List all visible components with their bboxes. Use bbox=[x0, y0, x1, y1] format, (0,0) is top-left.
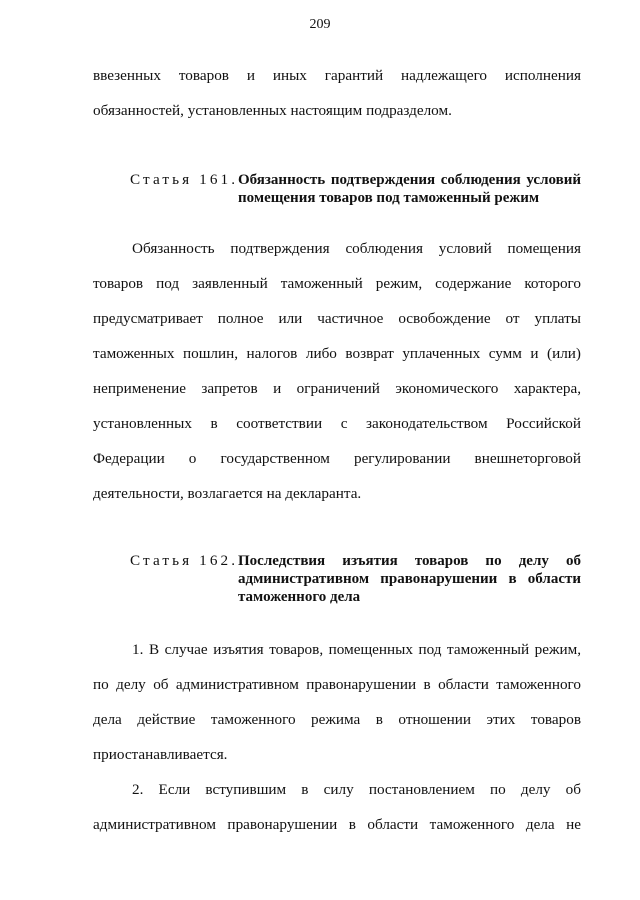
intro-line-2: обязанностей, установленных настоящим подразделом. bbox=[93, 102, 452, 119]
article-161-text-line-7: Федерации о государственном регулировании внешнеторговой bbox=[93, 450, 581, 467]
article-161-title-line-1: Обязанность подтверждения соблюдения условий bbox=[238, 172, 581, 188]
article-161-text-line-4: таможенных пошлин, налогов либо возврат уплаченных сумм и (или) bbox=[93, 345, 581, 362]
page-number: 209 bbox=[309, 17, 331, 32]
article-162-title-line-2: административном правонарушении в области bbox=[238, 571, 581, 587]
article-161-text-line-2: товаров под заявленный таможенный режим, содержание которого bbox=[93, 275, 581, 292]
article-161-text-line-3: предусматривает полное или частичное освобождение от уплаты bbox=[93, 310, 581, 327]
article-161-text-line-8: деятельности, возлагается на декларанта. bbox=[93, 485, 362, 502]
article-162-p2-line-1: 2. Если вступившим в силу постановлением по делу об bbox=[132, 781, 581, 798]
article-162-label: Статья 162. bbox=[130, 552, 239, 569]
intro-line-1: ввезенных товаров и иных гарантий надлежащего исполнения bbox=[93, 67, 581, 84]
article-162-p1-line-3: дела действие таможенного режима в отношении этих товаров bbox=[93, 711, 581, 728]
article-162-p2-line-2: административном правонарушении в области таможенного дела не bbox=[93, 816, 581, 833]
article-162-title-line-3: таможенного дела bbox=[238, 589, 361, 605]
article-162-p1-line-4: приостанавливается. bbox=[93, 746, 228, 763]
article-162-p1-line-2: по делу об административном правонарушении в области таможенного bbox=[93, 676, 581, 693]
article-161-text-line-5: неприменение запретов и ограничений экономического характера, bbox=[93, 380, 581, 397]
article-162-p1-line-1: 1. В случае изъятия товаров, помещенных под таможенный режим, bbox=[132, 641, 581, 658]
article-162-title-line-1: Последствия изъятия товаров по делу об bbox=[238, 553, 581, 569]
article-161-label: Статья 161. bbox=[130, 171, 239, 188]
article-161-text-line-6: установленных в соответствии с законодательством Российской bbox=[93, 415, 581, 432]
article-161-text-line-1: Обязанность подтверждения соблюдения условий помещения bbox=[132, 240, 581, 257]
article-161-title-line-2: помещения товаров под таможенный режим bbox=[238, 190, 540, 206]
